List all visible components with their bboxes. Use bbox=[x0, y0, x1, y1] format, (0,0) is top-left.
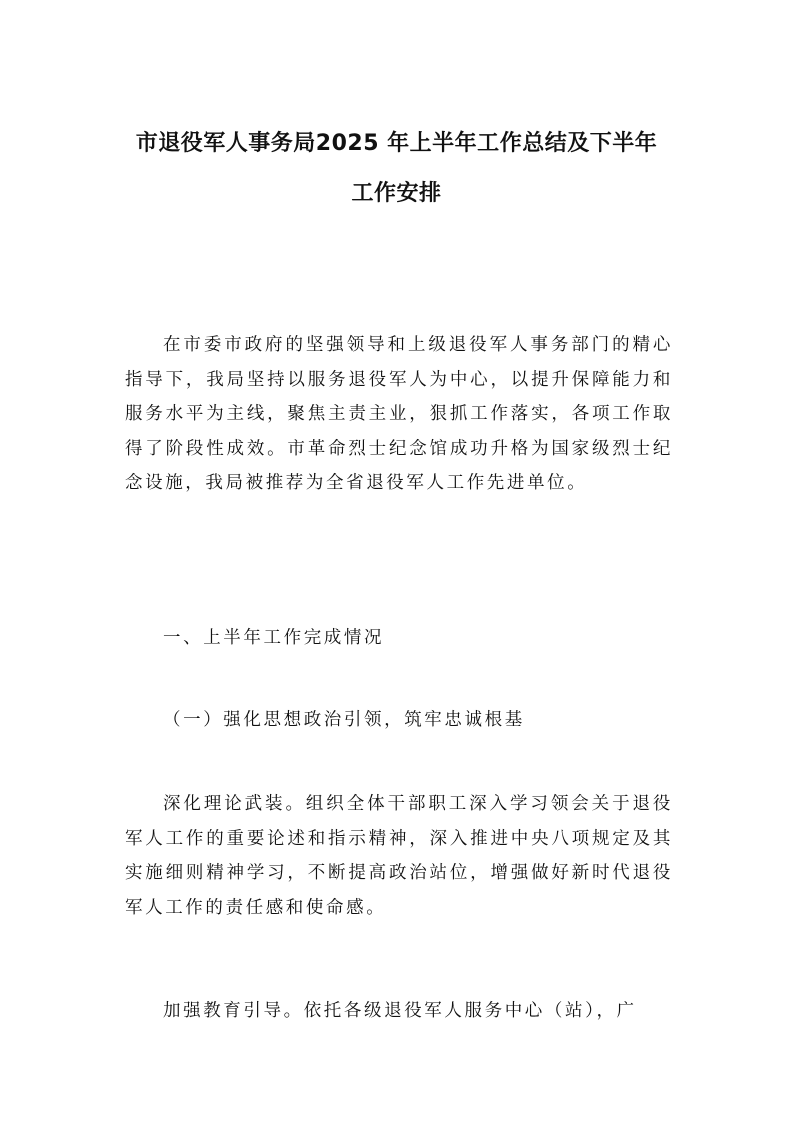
intro-paragraph: 在市委市政府的坚强领导和上级退役军人事务部门的精心指导下，我局坚持以服务退役军人为中心，以提升保障能力和服务水平为主线，聚焦主责主业，狠抓工作落实，各项工作取得了阶段性成效。市革命烈士纪念馆成功升格为国家级烈士纪念设施，我局被推荐为全省退役军人工作先进单位。 bbox=[125, 335, 673, 493]
subsection-heading: （一）强化思想政治引领，筑牢忠诚根基 bbox=[163, 710, 525, 730]
body-paragraph-theory: 深化理论武装。组织全体干部职工深入学习领会关于退役军人工作的重要论述和指示精神，深入推进中央八项规定及其实施细则精神学习，不断提高政治站位，增强做好新时代退役军人工作的责任感和使命感。 bbox=[125, 794, 673, 918]
section-heading: 一、上半年工作完成情况 bbox=[163, 628, 385, 648]
document-title-line-1: 市退役军人事务局2025 年上半年工作总结及下半年 bbox=[135, 131, 658, 156]
body-paragraph-education: 加强教育引导。依托各级退役军人服务中心（站），广 bbox=[163, 1001, 637, 1021]
document-title-line-2: 工作安排 bbox=[351, 181, 442, 206]
